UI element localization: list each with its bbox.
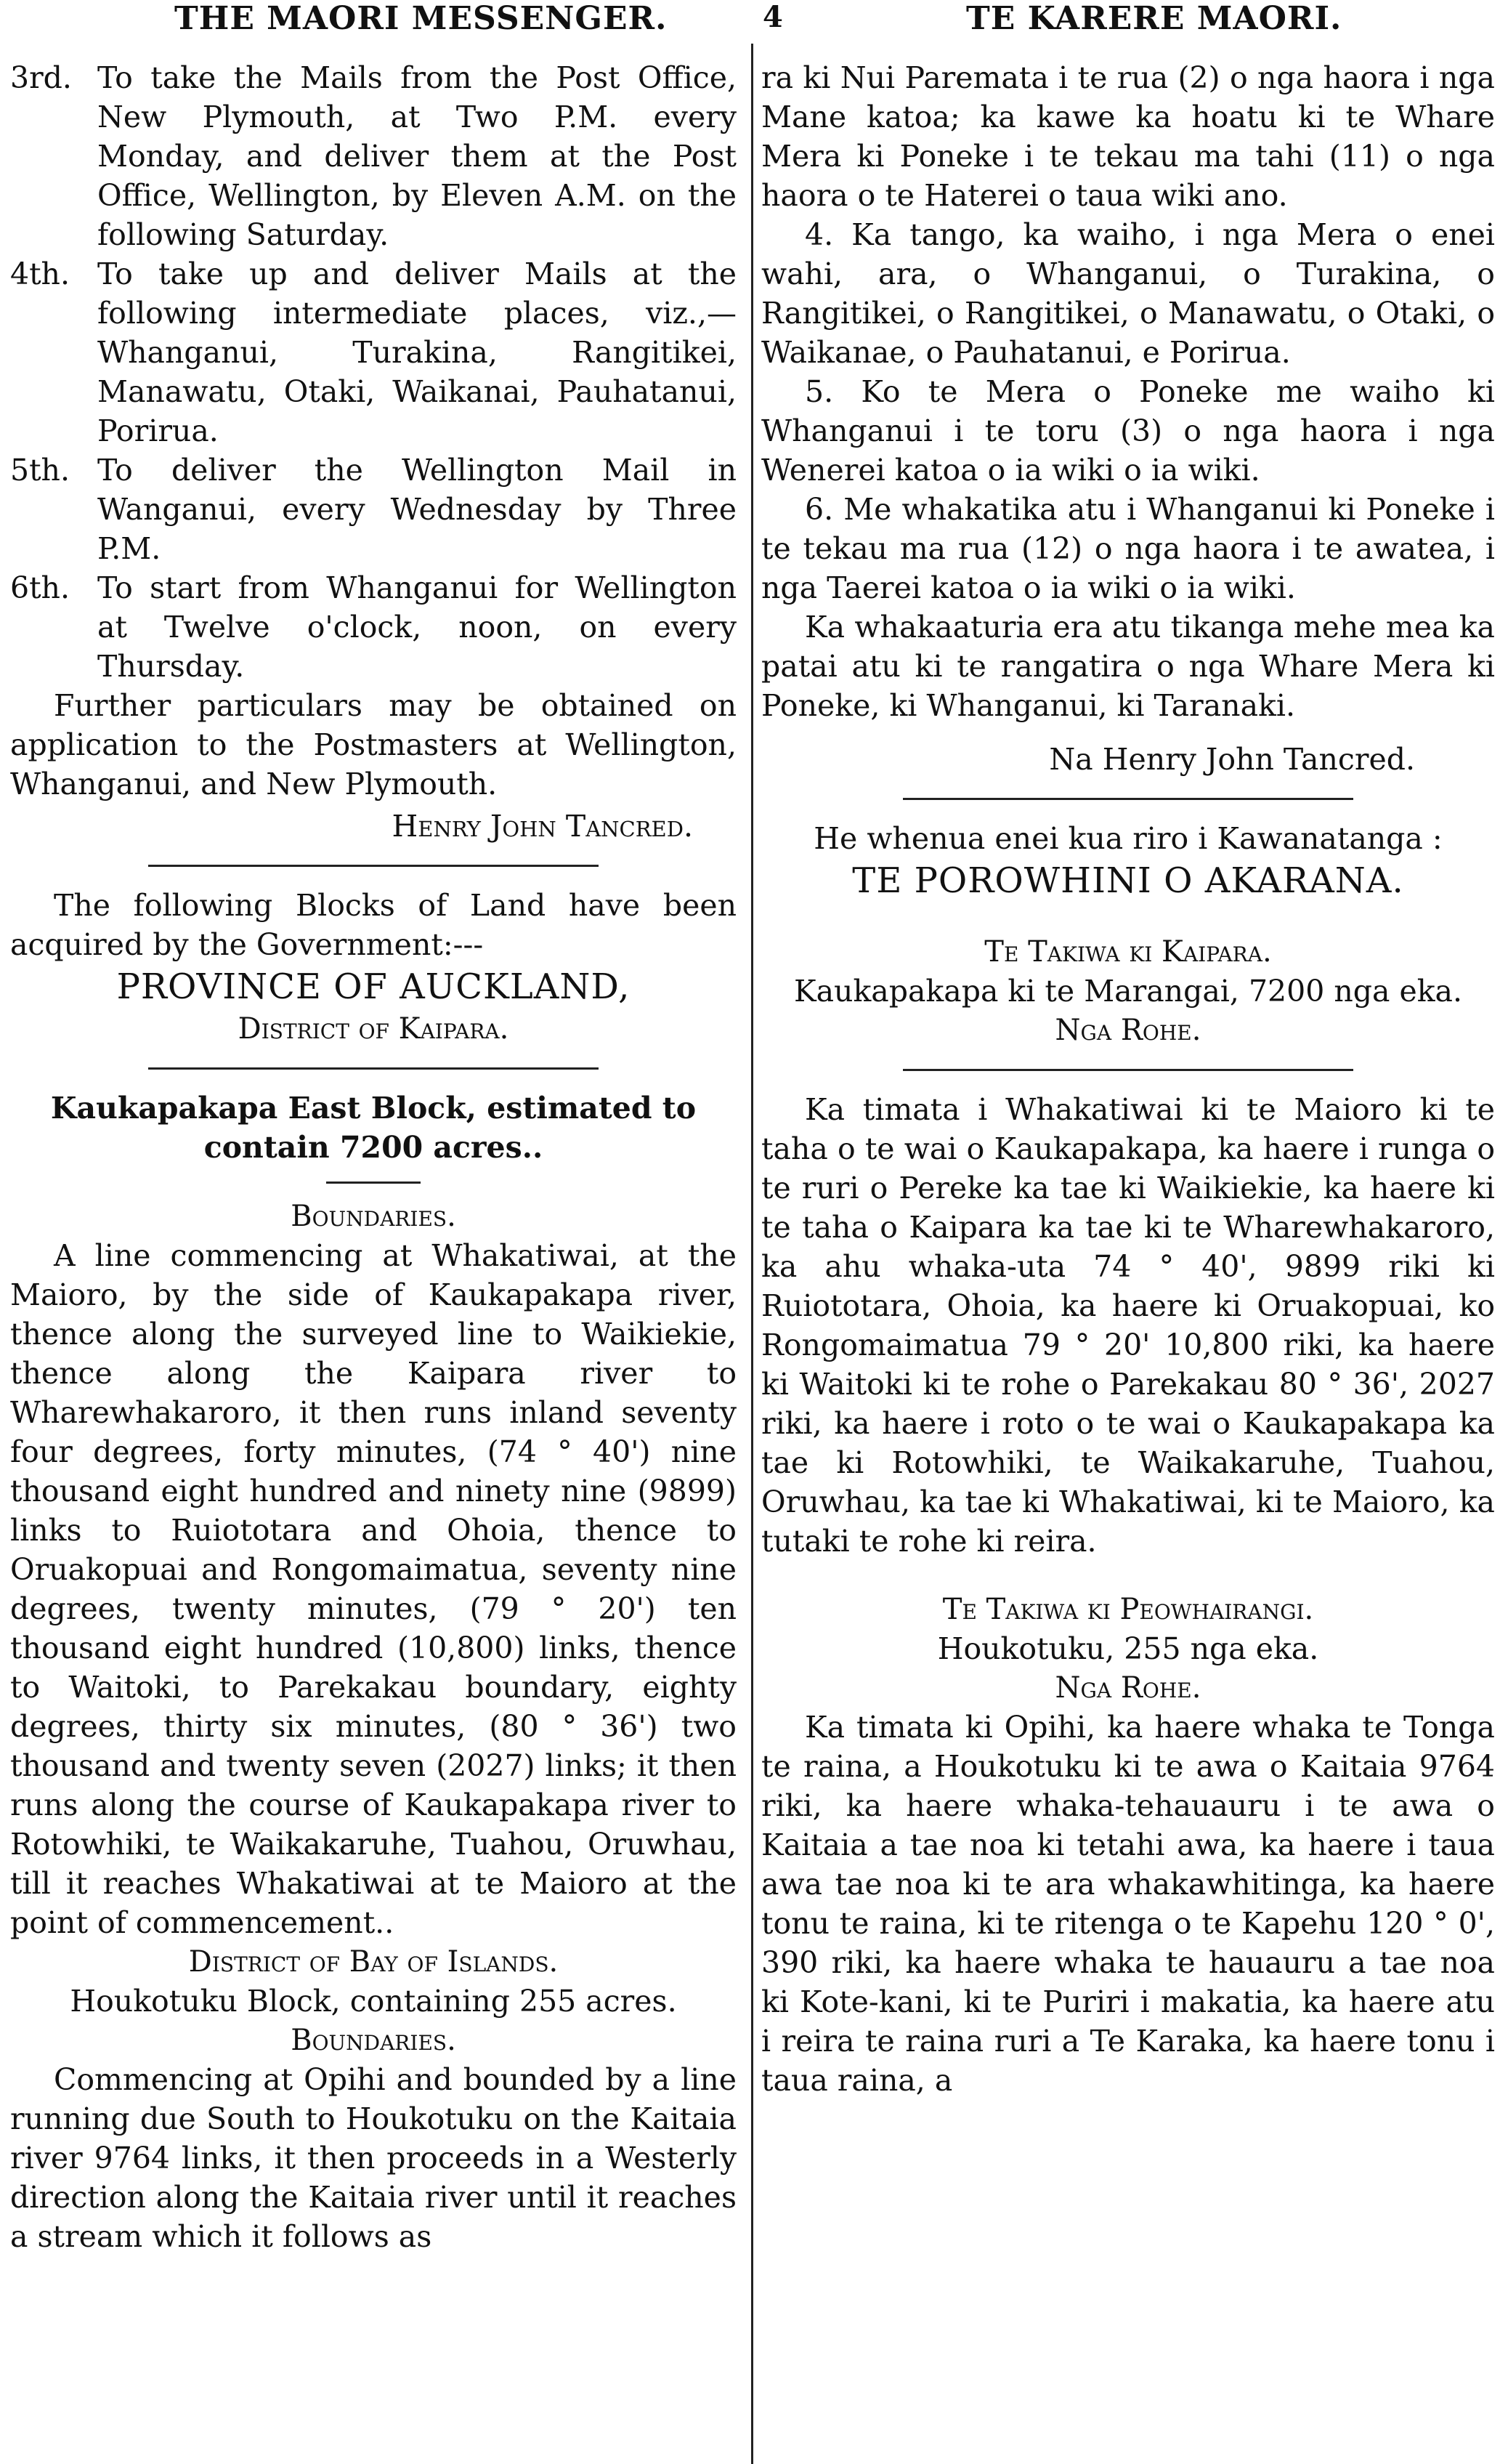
short-rule [326, 1181, 421, 1184]
boundaries-text: A line commencing at Whakatiwai, at the Maioro, by the side of Kaukapakapa river, thence along the surveyed line to Waikiekie, thence along the Kaipara river to Wharewhakaroro, it then runs inland seventy four degrees, forty minutes, (74 ° 40') nine thousand eight hundred and ninety nine (9899) links to Ruiototara and Ohoia, thence to Oruakopuai and Rongomaimatua, seventy nine degrees, twenty minutes, (79 ° 20') ten thousand eight hundred (10,800) links, thence to Waitoki, to Parekakau boundary, eighty degrees, thirty six minutes, (80 ° 36') two thousand and twenty seven (2027) links; it then runs along the course of Kaukapakapa river to Rotowhiki, te Waikakaruhe, Tuahou, Oruwhau, till it reaches Whakatiwai at te Maioro at the point of commencement.. [10, 1238, 737, 1940]
block-title: Kaukapakapa ki te Marangai, 7200 nga eka. [793, 974, 1463, 1009]
item-number: 4th. [10, 257, 70, 291]
paragraph: 5. Ko te Mera o Poneke me waiho ki Whanganui i te toru (3) o nga haora i nga Wenerei katoa o ia wiki o ia wiki. [761, 374, 1495, 488]
boundaries-heading: Boundaries. [291, 2024, 456, 2057]
block-title: Houkotuku, 255 nga eka. [937, 1631, 1319, 1666]
block-title: Kaukapakapa East Block, estimated to contain 7200 acres.. [50, 1091, 697, 1165]
item-number: 3rd. [10, 60, 72, 95]
spacer [761, 903, 1495, 932]
spacer [761, 1561, 1495, 1590]
item-text: To take the Mails from the Post Office, New Plymouth, at Two P.M. every Monday, and deliver them at the Post Office, Wellington, by Eleven A.M. on the following Saturday. [97, 60, 737, 252]
district-heading: Te Takiwa ki Kaipara. [984, 935, 1272, 969]
paragraph: 6. Me whakatika atu i Whanganui ki Poneke i te tekau ma rua (12) o nga haora i te awatea, i nga Taerei katoa o ia wiki o ia wiki. [761, 492, 1495, 605]
blocks-intro: The following Blocks of Land have been acquired by the Government:--- [10, 888, 737, 962]
further-particulars: Further particulars may be obtained on application to the Postmasters at Wellington, Whanganui, and New Plymouth. [10, 688, 737, 801]
boundaries-heading: Nga Rohe. [1055, 1014, 1201, 1047]
page-number: 4 [763, 0, 784, 34]
item-text: To take up and deliver Mails at the following intermediate places, viz.,— Whanganui, Turakina, Rangitikei, Manawatu, Otaki, Waikanai, Pauhatanui, Porirua. [97, 257, 737, 448]
boundaries-text: Commencing at Opihi and bounded by a line running due South to Houkotuku on the Kaitaia river 9764 links, it then proceeds in a Westerly direction along the Kaitaia river until it reaches a stream which it follows as [10, 2062, 737, 2254]
signature: Henry John Tancred. [392, 809, 693, 844]
block-title: Houkotuku Block, containing 255 acres. [70, 1984, 677, 2019]
maori-column [761, 58, 1495, 2100]
district-heading: Te Takiwa ki Peowhairangi. [942, 1593, 1314, 1626]
item-text: To start from Whanganui for Wellington at Twelve o'clock, noon, on every Thursday. [97, 570, 737, 684]
blocks-intro: He whenua enei kua riro i Kawanatanga : [814, 821, 1443, 856]
province-heading: TE POROWHINI O AKARANA. [852, 860, 1404, 901]
masthead-english: THE MAORI MESSENGER. [174, 0, 668, 37]
boundaries-heading: Boundaries. [291, 1200, 456, 1233]
district-heading: District of Bay of Islands. [188, 1945, 559, 1979]
mail-item [10, 58, 737, 254]
boundaries-text: Ka timata ki Opihi, ka haere whaka te Tonga te raina, a Houkotuku ki te awa o Kaitaia 9764 riki, ka haere whaka-tehauauru i te awa o Kaitaia a tae noa ki tetahi awa, ka haere i taua awa tae noa ki te ara whakawhitinga, ka haere tonu te raina, ki te ritenga o te Kapehu 120 ° 0', 390 riki, ka haere whaka te hauauru a tae noa ki Kote-kani, ki te Puriri i makatia, ka haere atu i reira te raina ruri a Te Karaka, ka haere tonu i taua raina, a [761, 1710, 1495, 2098]
section-rule [903, 1069, 1353, 1071]
mail-item [10, 254, 737, 451]
item-number: 5th. [10, 453, 70, 488]
paragraph: 4. Ka tango, ka waiho, i nga Mera o enei wahi, ara, o Whanganui, o Turakina, o Rangitikei, o Rangitikei, o Manawatu, o Otaki, o Waikanae, o Pauhatanui, e Porirua. [761, 217, 1495, 370]
signature: Na Henry John Tancred. [1049, 742, 1415, 777]
column-divider [751, 44, 753, 2464]
boundaries-heading: Nga Rohe. [1055, 1671, 1201, 1705]
section-rule [903, 798, 1353, 800]
province-heading: PROVINCE OF AUCKLAND, [116, 966, 631, 1007]
mail-item [10, 451, 737, 568]
boundaries-text: Ka timata i Whakatiwai ki te Maioro ki te taha o te wai o Kaukapakapa, ka haere i runga o te ruri o Pereke ka tae ki Waikiekie, ka haere ki te taha o Kaipara ka tae ki te Wharewhakaroro, ka ahu whaka-uta 74 ° 40', 9899 riki ki Ruiototara, Ohoia, ka haere ki Oruakopuai, ko Rongomaimatua 79 ° 20' 10,800 riki, ka haere ki Waitoki ki te rohe o Parekakau 80 ° 36', 2027 riki, ka haere i roto o te wai o Kaukapakapa ka tae ki Rotowhiki, te Waikakaruhe, Tuahou, Oruwhau, ka tae ki Whakatiwai, ki te Maioro, ka tutaki te rohe ki reira. [761, 1092, 1495, 1559]
section-rule [148, 1067, 599, 1070]
section-rule [148, 865, 599, 867]
masthead-maori: TE KARERE MAORI. [966, 0, 1342, 37]
item-number: 6th. [10, 570, 70, 605]
paragraph: Ka whakaaturia era atu tikanga mehe mea ka patai atu ki te rangatira o nga Whare Mera ki Poneke, ki Whanganui, ki Taranaki. [761, 610, 1495, 723]
item-text: To deliver the Wellington Mail in Wanganui, every Wednesday by Three P.M. [97, 453, 737, 566]
english-column [10, 58, 737, 2256]
paragraph: ra ki Nui Paremata i te rua (2) o nga haora i nga Mane katoa; ka kawe ka hoatu ki te Whare Mera ki Poneke i te tekau ma tahi (11) o nga haora o te Haterei o taua wiki ano. [761, 60, 1495, 213]
mail-item [10, 568, 737, 686]
district-heading: District of Kaipara. [238, 1012, 509, 1046]
